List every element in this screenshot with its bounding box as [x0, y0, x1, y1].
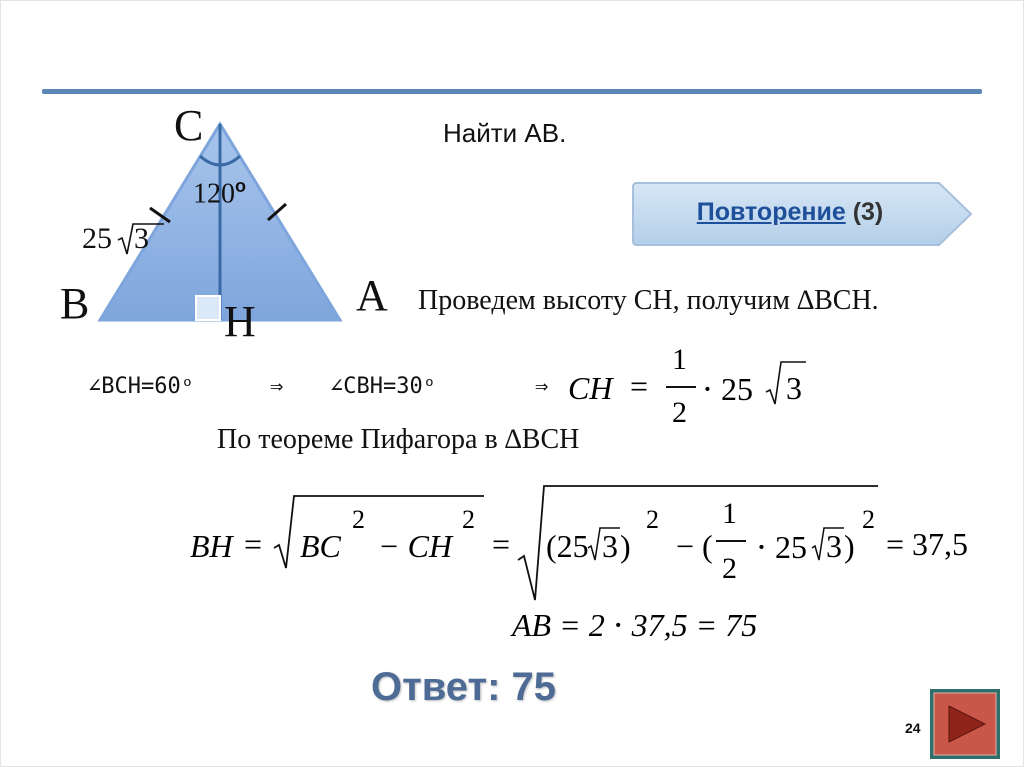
answer-text: Ответ: 75	[371, 665, 556, 709]
bh-exp-1: 2	[352, 505, 365, 534]
bh-sqrt-sign-inner-2	[812, 528, 844, 560]
ch-frac-den: 2	[672, 396, 687, 429]
bh-sqrt-sign-1	[274, 496, 484, 568]
ch-equals: =	[630, 368, 649, 404]
bh-exp-4: 2	[862, 505, 875, 534]
pythagoras-line: По теореме Пифагора в ∆BCH	[217, 424, 580, 455]
ch-radicand: 3	[786, 370, 802, 406]
bh-frac-den: 2	[722, 552, 737, 585]
bh-result: = 37,5	[886, 526, 969, 562]
side-bc-coef: 25	[82, 222, 112, 255]
bh-inner-radicand-2: 3	[826, 528, 842, 564]
bh-close-2: )	[844, 528, 855, 564]
bh-dot-25: ⋅ 25	[756, 529, 807, 565]
bh-exp-2: 2	[462, 505, 475, 534]
play-back-arrow-icon	[929, 688, 1001, 760]
vertex-b-label: B	[60, 279, 90, 328]
ab-line: AB = 2 ⋅ 37,5 = 75	[512, 607, 758, 643]
angle-c-label: 120$^o$	[193, 176, 246, 210]
bh-sqrt-sign-big	[518, 486, 878, 600]
foot-h-label: H	[224, 297, 256, 346]
bh-minus-2: − (	[676, 528, 713, 564]
vertex-c-label: C	[174, 101, 204, 150]
ch-sqrt-sign	[766, 362, 806, 404]
back-nav-button[interactable]	[929, 688, 1001, 760]
bh-lhs: BH	[190, 528, 233, 564]
bh-close-1: )	[620, 528, 631, 564]
implies-2: ⇒	[535, 374, 549, 399]
bh-minus-ch: − CH	[378, 528, 453, 564]
angle-bch: ∠BCH=60ᵒ	[88, 374, 194, 399]
ch-lhs: CH	[568, 370, 613, 406]
solution-line-1: Проведем высоту CH, получим ∆BCH.	[418, 285, 879, 316]
task-title: Найти AB.	[443, 118, 567, 148]
repeat-link[interactable]: Повторение	[696, 198, 846, 226]
implies-1: ⇒	[270, 374, 284, 399]
side-bc-radicand: 3	[134, 222, 149, 255]
bh-inner-radicand-1: 3	[602, 528, 618, 564]
repeat-count: (3)	[852, 198, 884, 226]
bh-exp-3: 2	[646, 505, 659, 534]
bh-equals-2: =	[492, 526, 511, 562]
bh-frac-num: 1	[722, 497, 737, 530]
ch-tail: ⋅ 25	[702, 371, 753, 407]
bh-equals-1: =	[244, 526, 263, 562]
bh-open: (25	[546, 528, 589, 564]
vertex-a-label: A	[356, 271, 388, 320]
bh-sqrt-sign-inner-1	[588, 528, 620, 560]
ch-frac-num: 1	[672, 343, 687, 376]
page-number: 24	[905, 720, 921, 736]
angle-cbh: ∠CBH=30ᵒ	[330, 374, 436, 399]
bh-bc: BC	[300, 528, 341, 564]
